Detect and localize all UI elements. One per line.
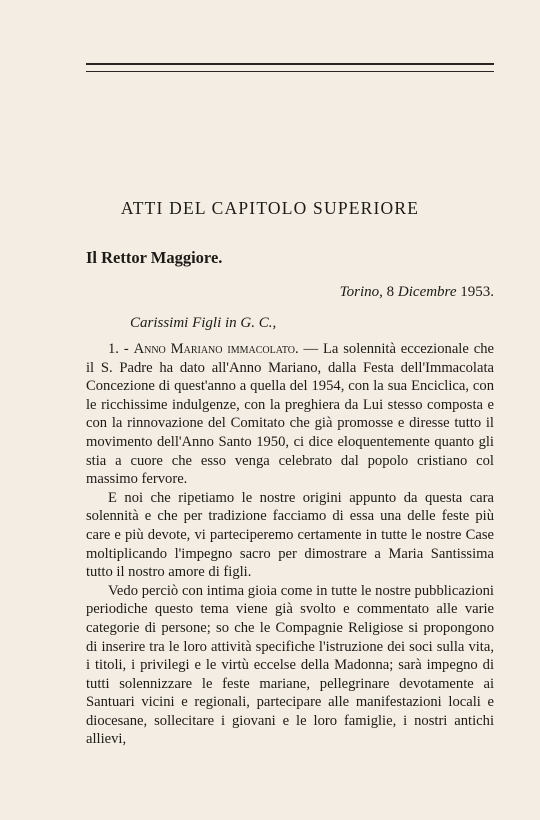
paragraph-text: E noi che ripetiamo le nostre origini appunto da questa cara solennità e che per tradizione facciamo di essa una delle feste più care e più devote, vi parteciperemo certamente in tutte le nostre Case moltiplicando l'impegno sacro per dimostrare a Maria Santissima tutto il nostro amore di figli.: [86, 489, 494, 581]
paragraph-text: La solennità eccezionale che il S. Padre ha dato all'Anno Mariano, dalla Festa dell'Immacolata Concezione di quest'anno a quella del 1954, con la sua Enciclica, con le ricchissime indulgenze, con la preghiera da Lui stesso composta e con la rinnovazione del Comitato che già promosse e diresse tutto il movimento dell'Anno Santo 1950, ci dice eloquentemente quanto gli stia a cuore che esso venga celebrato dal popolo cristiano col massimo fervore.: [86, 341, 494, 488]
paragraph-1: [86, 340, 494, 489]
dateline-city: Torino,: [339, 284, 383, 300]
paragraph-2: [86, 489, 494, 582]
dateline-month: Dicembre: [397, 284, 457, 300]
paragraph-text: Vedo perciò con intima gioia come in tutte le nostre pubblicazioni periodiche questo tema viene già svolto e commentato alle varie categorie di persone; so che le Compagnie Religiose si propongono di inserire tra le loro attività specifiche l'istruzione dei soci sulla vita, i titoli, i privilegi e le virtù eccelse della Madonna; sarà impegno di tutti solennizzare le feste mariane, pellegrinare devotamente ai Santuari vicini e regionali, partecipare alle manifestazioni locali e diocesane, sollecitare i giovani e le loro famiglie, i nostri antichi allievi,: [86, 582, 494, 748]
dateline-year: 1953.: [460, 284, 494, 300]
title-dash: —: [298, 341, 323, 357]
salutation: Carissimi Figli in G. C.,: [130, 315, 277, 331]
top-rule-thick: [86, 63, 494, 65]
dateline-day: 8: [386, 284, 395, 300]
paragraph-number: 1. -: [108, 341, 129, 357]
top-rule-thin: [86, 71, 494, 72]
dateline: [340, 284, 494, 301]
author-heading: Il Rettor Maggiore.: [86, 248, 223, 267]
paragraph-title: Anno Mariano immacolato.: [133, 341, 299, 357]
letter-body: [86, 340, 494, 749]
section-heading: ATTI DEL CAPITOLO SUPERIORE: [120, 198, 420, 218]
paragraph-3: [86, 582, 494, 749]
